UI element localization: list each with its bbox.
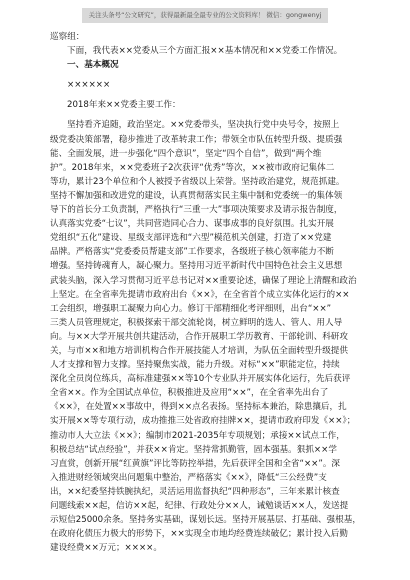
paragraph-line: 全省××。作为全国试点单位，积极推进及应用“××”，在全省率先出台了	[50, 388, 329, 399]
document-body	[50, 30, 372, 555]
paragraph-line: 武装头脑，深入学习贯彻习近平总书记对××重要论述，确保了理论上清醒和政治	[50, 275, 357, 286]
source-watermark-banner	[82, 8, 328, 23]
paragraph-line: 入推进财经领域突出问题集中整治，严格落实《××》，降低“三公经费”支	[50, 472, 327, 483]
paragraph-line: 工会组织，增强职工凝聚力向心力。修订干部精细化考评细则，出台“××”	[50, 303, 332, 314]
paragraph-line: 建设经费××万元；××××。	[50, 543, 162, 554]
paragraph-line: 深化全员岗位练兵，高标准建强××等10个专业队并开展实体化运行，先后获评	[50, 374, 351, 385]
paragraph-line: 推动市人大立法《××》；编制市2021-2035年专项规划；承接××试点工作，	[50, 430, 345, 441]
paragraph-line: 向。与××大学开展共创共建活动，合作开展职工学历教育、干部轮训、科研攻	[50, 331, 348, 342]
placeholder-line: ××××××	[67, 80, 111, 91]
paragraph-line: 护”。2018年来，××党委班子2次获评“优秀”等次，××被市政府记集体二	[50, 162, 335, 173]
paragraph-line: 坚持不懈加强和改进党的建设，认真贯彻落实民主集中制和党委统一的集体领	[50, 190, 343, 201]
paragraph-line: 在政府化债压力极大的形势下，××实现全市地均经费连续破亿；累计投入后勤	[50, 529, 348, 540]
greeting-line: 巡察组：	[50, 32, 85, 42]
watermark-text: 关注头条号“公文研究”，获得最新最全最专业的公文资料库！ 微信：gongwenyj	[88, 11, 322, 19]
paragraph-line: 积极总结“试点经验”，并获××肯定。坚持常抓勤管，固本强基。狠抓××学	[50, 444, 337, 455]
section-heading: 一、基本概况	[67, 60, 119, 71]
paragraph-line: 增强。坚持铸魂育人，凝心聚力。坚持用习近平新时代中国特色社会主义思想	[50, 261, 343, 272]
main-paragraph	[50, 118, 372, 555]
subheading: 2018年来××党委主要工作：	[67, 100, 181, 111]
paragraph-line: 习直赏，创新开展“红黄旗”评比等防控举措，先后获评全国和全省“××”。深	[50, 458, 341, 469]
paragraph-line: 三类人员管理规定，积极探索干部交流轮岗，树立鲜明的选人、管人、用人导	[50, 317, 343, 328]
paragraph-line: 能、全面发展，进一步强化“四个意识”，坚定“四个自信”，做到“两个维	[50, 148, 322, 159]
paragraph-line: 上坚定。在全省率先提请市政府出台《××》，在全省首个成立实体化运行的××	[50, 289, 350, 300]
paragraph-line: 级党委决策部署，稳步推进了改革转隶工作；带领全市队伍转型升级、提质强	[50, 134, 343, 145]
paragraph-line: 问题线索××起，信访××起，纪律、行政处分××人，诫勉谈话××人，发送提	[50, 501, 349, 511]
paragraph-line: 等功，累计23个单位和个人被授予省级以上荣誉。坚持政治建党，规范抓建。	[50, 176, 345, 187]
paragraph-line: 人才支撑和智力支撑。坚持聚焦实战，能力升级。对标“××”职能定位，持续	[50, 360, 340, 371]
paragraph-line: 关，与市××和地方培训机构合作开展技能人才培训，为队伍全面转型升级提供	[50, 345, 348, 356]
paragraph-line: 出，××纪委坚持铁腕执纪，灵活运用监督执纪“四种形态”，三年来累计核查	[50, 486, 340, 497]
paragraph-line: 导下的首长分工负责制，严格执行“三重一大”事项决策要求及请示报告制度，	[50, 205, 343, 216]
paragraph-line: 实开展××等专项行动，成功推推三处省政府挂牌××，提请市政府印发《××》；	[50, 416, 356, 427]
paragraph-line: 党组织“五化”建设、星级支部评选和“六型”模范机关创建，打造了××党建	[50, 233, 332, 244]
paragraph-line: 《××》，在处置××事故中，得到××点名表扬。坚持标本兼治，除患攘后，扎	[50, 402, 347, 413]
paragraph-line: 坚持看齐追随，政治坚定。××党委带头，坚决执行党中央号令，按照上	[67, 120, 340, 131]
paragraph-line: 认真落实党委“七议”，共同营造同心合力、谋事成事的良好氛围。扎实开展	[50, 219, 334, 230]
intro-paragraph: 下面，我代表××党委从三个方面汇报××基本情况和××党委工作情况。	[67, 46, 343, 57]
paragraph-line: 示短信25000余条。坚持务实基础，谋划长远。坚持开展基层、打基础、强根基，	[50, 515, 361, 526]
paragraph-line: 品牌。严格落实“党委委员帮建支部”工作要求，各级班子核心领率能力不断	[50, 247, 334, 258]
